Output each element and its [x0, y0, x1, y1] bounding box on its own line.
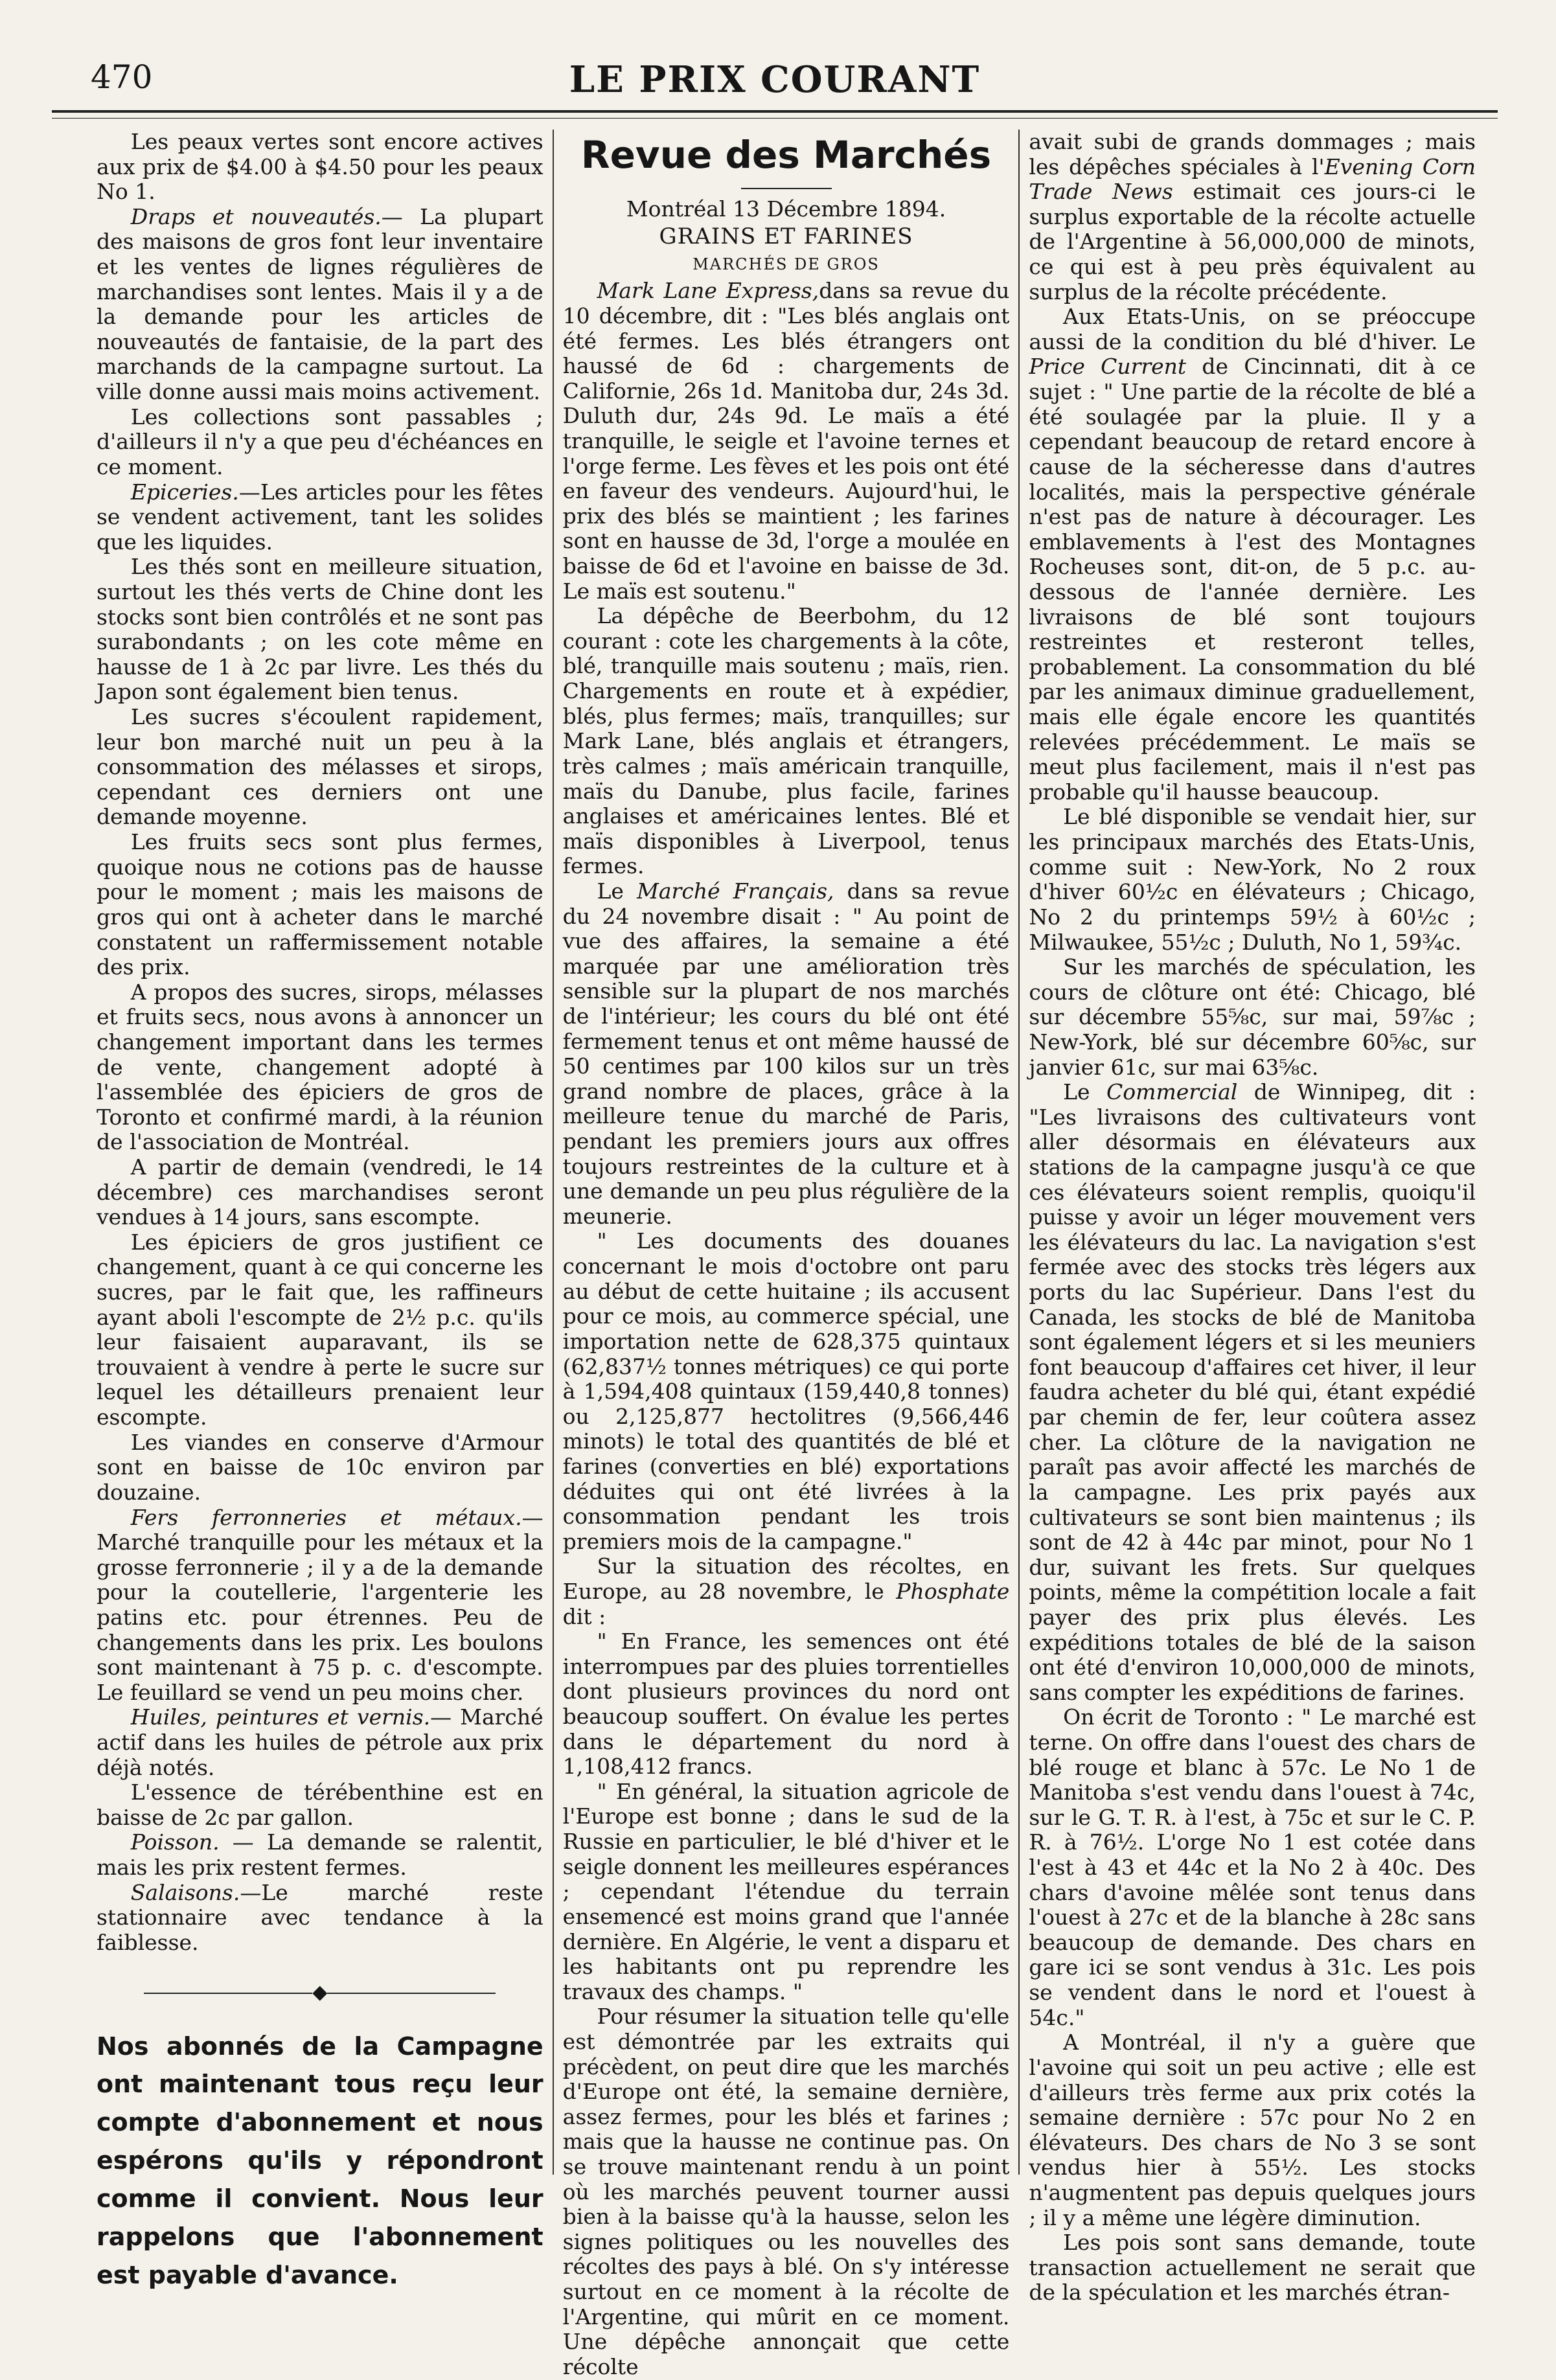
paragraph: Les viandes en conserve d'Armour sont en baisse de 10c environ par douzaine.	[97, 1429, 543, 1505]
rubric: Mark Lane Express,	[597, 278, 819, 304]
paragraph-text: Le	[597, 878, 637, 904]
rubric: Draps et nouveautés.	[130, 203, 382, 229]
column-3	[1018, 129, 1485, 2306]
paragraph	[563, 279, 1010, 604]
page-header	[52, 45, 1498, 130]
paragraph: Sur les marchés de spéculation, les cours de clôture ont été: Chicago, blé sur décembre 55⅝c, sur mai, 59⅞c ; New-York, blé sur décembre 60⅝c, sur janvier 61c, sur mai 63⅝c.	[1029, 954, 1476, 1080]
paragraph	[1029, 1080, 1476, 1705]
ornament-divider: ◆	[97, 1981, 543, 2004]
paragraph-text: de Cincinnati, dit à ce sujet : " Une partie de la récolte de blé a été soulagée par la pluie. Il y a cependant beaucoup de retard encore à cause de la sécheresse dans d'autres localités, mais la perspective générale n'est pas de nature à décourager. Les emblavements à l'est des Montagnes Rocheuses sont, dit-on, de 5 p.c. au-dessous de l'année dernière. Les livraisons de blé sont toujours restreintes et resteront telles, probablement. La consommation du blé par les animaux diminue graduellement, mais elle égale encore les quantités relevées précédemment. Le maïs se meut plus facilement, mais il n'est pas probable qu'il hausse beaucoup.	[1029, 354, 1476, 805]
paragraph: La dépêche de Beerbohm, du 12 courant : cote les chargements à la côte, blé, tranquille mais soutenu ; maïs, rien. Chargements en route et à expédier, blés, plus fermes; maïs, tranquilles; sur Mark Lane, blés anglais et étrangers, très calmes ; maïs américain tranquille, maïs du Danube, plus facile, farines anglaises et américaines lentes. Blé et maïs disponibles à Liverpool, tenus fermes.	[562, 603, 1010, 879]
paragraph: A partir de demain (vendredi, le 14 décembre) ces marchandises seront vendues à 14 jours, sans escompte.	[97, 1154, 543, 1230]
rubric: Fers ferronneries et métaux.	[130, 1504, 522, 1530]
paragraph: On écrit de Toronto : " Le marché est terne. On offre dans l'ouest des chars de blé rouge et blanc à 57c. Le No 1 de Manitoba s'est vendu dans l'ouest à 74c, sur le G. T. R. à l'est, à 75c et sur le C. P. R. à 76½. L'orge No 1 est cotée dans l'est à 43 et 44c et la No 2 à 40c. Des chars d'avoine mêlée sont tenus dans l'ouest à 27c et de la blanche à 28c sans beaucoup de demande. Des chars en gare ici se sont vendus à 31c. Les pois se vendent dans le nord et l'ouest à 54c."	[1029, 1704, 1476, 2030]
paragraph-text: Le	[1063, 1079, 1107, 1105]
rubric: Commercial	[1106, 1079, 1238, 1105]
paragraph-text: — La plupart des maisons de gros font leur inventaire et les ventes de lignes régulières de marchandises sont lentes. Mais il y a de la demande pour les articles de nouveautés de fantaisie, de la part des marchands de la campagne surtout. La ville donne aussi mais moins activement.	[97, 203, 543, 405]
paragraph-text: —Le marché reste stationnaire avec tendance à la faiblesse.	[97, 1879, 543, 1955]
subhead: GRAINS ET FARINES	[659, 223, 913, 250]
paragraph-text: — Marché actif dans les huiles de pétrole aux prix déjà notés.	[97, 1704, 543, 1780]
paragraph: Les fruits secs sont plus fermes, quoique nous ne cotions pas de hausse pour le moment ; mais les maisons de gros qui ont à acheter dans le marché constatent un raffermissement notable des prix.	[97, 829, 543, 980]
rubric: Marché Français,	[637, 878, 834, 904]
rubric: Salaisons.	[130, 1879, 240, 1905]
paragraph: " En général, la situation agricole de l'Europe est bonne ; dans le sud de la Russie en particulier, le blé d'hiver et le seigle donnent les meilleures espérances ; cependant l'étendue du terrain ensemencé est moins grand que l'année dernière. En Algérie, le vent a disparu et les habitants ont pu reprendre les travaux des champs. "	[562, 1778, 1010, 2004]
paragraph	[1029, 304, 1476, 805]
subhead-small: MARCHÉS DE GROS	[692, 255, 880, 274]
paragraph-text: —Les articles pour les fêtes se vendent activement, tant les solides que les liquides.	[97, 479, 543, 555]
text-columns	[87, 129, 1485, 2379]
dateline: Montréal 13 Décembre 1894.	[626, 196, 946, 222]
paragraph: " Les documents des douanes concernant le mois d'octobre ont paru au début de cette huitaine ; ils accusent pour ce mois, au commerce spécial, une importation nette de 628,375 quintaux (62,837½ tonnes métriques) ce qui porte à 1,594,408 quintaux (159,440,8 tonnes) ou 2,125,877 hectolitres (9,566,446 minots) le total des quantités de blé et farines (converties en blé) exportations déduites qui ont été livrées à la consommation pendant les trois premiers mois de la campagne."	[562, 1228, 1010, 1554]
rubric: Phosphate	[896, 1579, 1010, 1604]
paragraph	[563, 1554, 1010, 1629]
header-rule	[52, 110, 1498, 113]
paragraph-text: avait subi de grands dommages ; mais les dépêches spéciales à l'	[1029, 129, 1476, 179]
rubric: Epiceries.	[130, 479, 239, 505]
paragraph: Les peaux vertes sont encore actives aux prix de $4.00 à $4.50 pour les peaux No 1.	[97, 129, 543, 205]
rubric: Poisson.	[130, 1829, 220, 1855]
header-rule-thin	[52, 118, 1498, 119]
paragraph-text: dit :	[562, 1603, 606, 1629]
paragraph	[97, 1505, 543, 1706]
paragraph: " En France, les semences ont été interrompues par des pluies torrentielles dont plusieurs provinces du nord ont beaucoup souffert. On évalue les pertes dans le département du nord à 1,108,412 francs.	[562, 1629, 1010, 1779]
title-rule	[741, 188, 832, 189]
paragraph: A propos des sucres, sirops, mélasses et fruits secs, nous avons à annoncer un changement important dans les termes de vente, changement adopté à l'assemblée des épiciers de gros de Toronto et confirmé mardi, à la réunion de l'association de Montréal.	[97, 979, 543, 1155]
paragraph: Les épiciers de gros justifient ce changement, quant à ce qui concerne les sucres, par le fait que, les raffineurs ayant aboli l'escompte de 2½ p.c. qu'ils leur faisaient auparavant, ils se trouvaient à vendre à perte le sucre sur lequel les détailleurs prenaient leur escompte.	[97, 1229, 543, 1430]
paragraph: L'essence de térébenthine est en baisse de 2c par gallon.	[97, 1779, 543, 1830]
paragraph-text: — La demande se ralentit, mais les prix restent fermes.	[97, 1829, 543, 1881]
paragraph	[563, 879, 1010, 1230]
column-1	[87, 129, 553, 2289]
rubric: Evening Corn Trade News	[1029, 154, 1476, 205]
paragraph-text: estimait ces jours-ci le surplus exportable de la récolte actuelle de l'Argentine à 56,000,000 de minots, ce qui est à peu près équivalent au surplus de la récolte précédente.	[1029, 179, 1476, 304]
rubric: Huiles, peintures et vernis.	[130, 1704, 431, 1730]
paragraph	[97, 205, 543, 405]
paragraph: A Montréal, il n'y a guère que l'avoine qui soit un peu active ; elle est d'ailleurs très ferme aux prix cotés la semaine dernière : 57c pour No 2 en élévateurs. Des chars de No 3 se sont vendus hier à 55½. Les stocks n'augmentent pas depuis quelques jours ; il y a même une légère diminution.	[1029, 2030, 1476, 2230]
subscription-notice: Nos abonnés de la Campagne ont maintenant tous reçu leur compte d'abonnement et nous espérons qu'ils y répondront comme il convient. Nous leur rappelons que l'abonnement est payable d'avance.	[97, 2031, 543, 2289]
paragraph	[97, 480, 543, 555]
paragraph	[97, 1705, 543, 1780]
column-2	[553, 130, 1019, 2379]
paragraph	[97, 1881, 543, 1956]
paragraph: Les thés sont en meilleure situation, surtout les thés verts de Chine dont les stocks sont bien contrôlés et ne sont pas surabondants ; on les cote même en hausse de 1 à 2c par livre. Les thés du Japon sont également bien tenus.	[97, 554, 543, 705]
paragraph: Les collections sont passables ; d'ailleurs il n'y a que peu d'échéances en ce moment.	[97, 404, 543, 479]
paragraph-text: Aux Etats-Unis, on se préoccupe aussi de la condition du blé d'hiver. Le	[1029, 304, 1476, 354]
paragraph: Les pois sont sans demande, toute transaction actuellement ne serait que de la spéculation et les marchés étran-	[1029, 2230, 1476, 2306]
journal-title: LE PRIX COURANT	[569, 58, 981, 101]
rubric: Price Current	[1029, 354, 1187, 380]
paragraph-text: Sur la situation des récoltes, en Europe, au 28 novembre, le	[562, 1553, 1010, 1604]
paragraph-text: —Marché tranquille pour les métaux et la grosse ferronnerie ; il y a de la demande pour la coutellerie, l'argenterie les patins etc. pour étrennes. Peu de changements dans les prix. Les boulons sont maintenant à 75 p. c. d'escompte. Le feuillard se vend un peu moins cher.	[97, 1504, 543, 1705]
paragraph-text: dans sa revue du 10 décembre, dit : "Les blés anglais ont été fermes. Les blés étrangers ont haussé de 6d : chargements de Californie, 26s 1d. Manitoba dur, 24s 3d. Duluth dur, 24s 9d. Le maïs a été tranquille, le seigle et l'avoine ternes et l'orge ferme. Les fèves et les pois ont été en faveur des vendeurs. Aujourd'hui, le prix des blés se maintient ; les farines sont en hausse de 3d, l'orge a moulée en baisse de 6d et l'avoine en baisse de 3d. Le maïs est soutenu."	[562, 278, 1010, 604]
page-number: 470	[91, 58, 153, 96]
paragraph	[1029, 130, 1476, 304]
paragraph-text: dans sa revue du 24 novembre disait : " Au point de vue des affaires, la semaine a été marquée par une amélioration très sensible sur la plupart de nos marchés de l'intérieur; les cours du blé ont été fermement tenus et ont même haussé de 50 centimes par 100 kilos sur un très grand nombre de places, grâce à la meilleure tenue du marché de Paris, pendant les premiers jours aux offres toujours restreintes de la culture et à une demande un peu plus régulière de la meunerie.	[562, 878, 1010, 1229]
paragraph: Pour résumer la situation telle qu'elle est démontrée par les extraits qui précèdent, on peut dire que les marchés d'Europe ont été, la semaine dernière, assez fermes, pour les blés et farines ; mais que la hausse ne continue pas. On se trouve maintenant rendu à un point où les marchés peuvent tourner aussi bien à la baisse qu'à la hausse, selon les signes politiques ou les nouvelles des récoltes des pays à blé. On s'y intéresse surtout en ce moment à la récolte de l'Argentine, qui mûrit en ce moment. Une dépêche annonçait que cette récolte	[562, 2004, 1010, 2379]
paragraph: Les sucres s'écoulent rapidement, leur bon marché nuit un peu à la consommation des mélasses et sirops, cependant ces derniers ont une demande moyenne.	[97, 704, 543, 830]
paragraph	[97, 1830, 543, 1880]
paragraph-text: de Winnipeg, dit : "Les livraisons des cultivateurs vont aller désormais en élévateurs aux stations de la campagne jusqu'à ce que ces élévateurs soient remplis, quoiqu'il puisse y avoir un léger mouvement vers les élévateurs du lac. La navigation s'est fermée avec des stocks très légers aux ports du lac Supérieur. Dans l'est du Canada, les stocks de blé de Manitoba sont également légers et si les meuniers font beaucoup d'affaires cet hiver, il leur faudra acheter du blé qui, étant expédié par chemin de fer, leur coûtera assez cher. La clôture de la navigation ne paraît pas avoir affecté les marchés de la campagne. Les prix payés aux cultivateurs se sont bien maintenus ; ils sont de 42 à 44c par minot, pour No 1 dur, suivant les frets. Sur quelques points, même la compétition locale a fait payer des prix plus élevés. Les expéditions totales de blé de la saison ont été d'environ 10,000,000 de minots, sans compter les expéditions de farines.	[1029, 1079, 1476, 1705]
section-title: Revue des Marchés	[580, 133, 992, 177]
paragraph: Le blé disponible se vendait hier, sur les principaux marchés des Etats-Unis, comme suit : New-York, No 2 roux d'hiver 60½c en élévateurs ; Chicago, No 2 du printemps 59½ à 60½c ; Milwaukee, 55½c ; Duluth, No 1, 59¾c.	[1029, 804, 1476, 955]
